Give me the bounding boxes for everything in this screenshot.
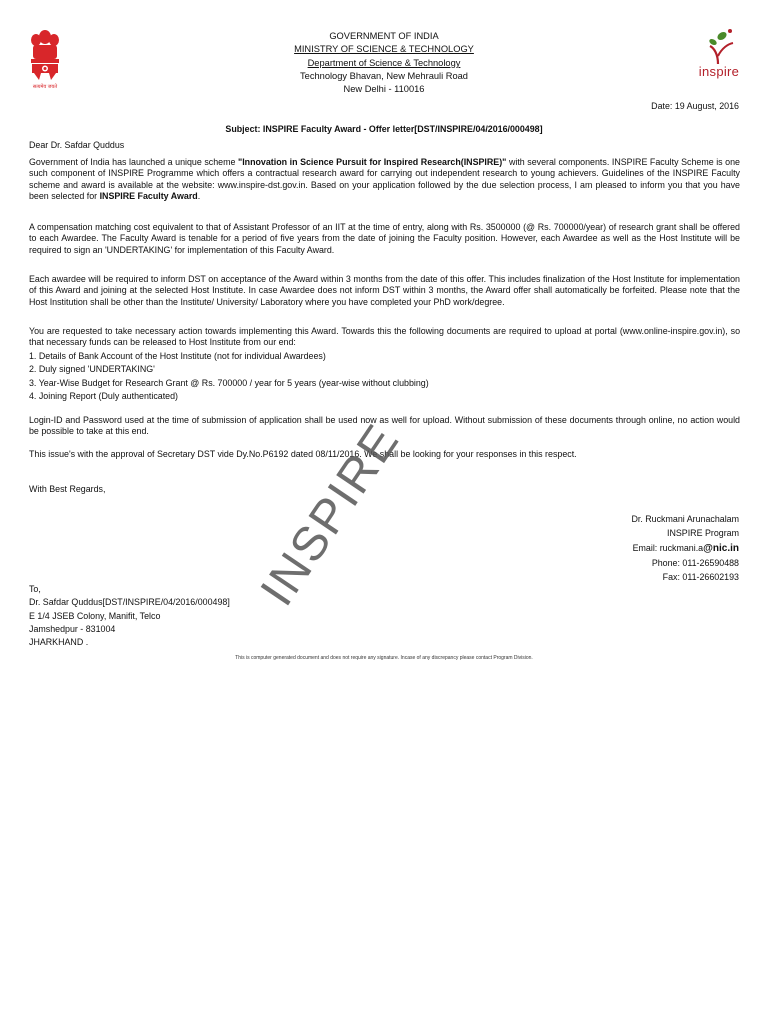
salutation: Dear Dr. Safdar Quddus xyxy=(29,140,125,150)
header-government: GOVERNMENT OF INDIA xyxy=(329,31,439,41)
recipient-address-1: E 1/4 JSEB Colony, Manifit, Telco xyxy=(29,610,161,621)
emblem-motto: सत्यमेव जयते xyxy=(32,84,58,90)
signatory-fax: Fax: 011-26602193 xyxy=(662,572,739,583)
footnote: This is computer generated document and does not require any signature. Incase of any discrepancy please contact Program Division. xyxy=(235,655,533,661)
recipient-address-2: Jamshedpur - 831004 xyxy=(29,623,116,634)
signatory-program: INSPIRE Program xyxy=(666,528,739,539)
closing: With Best Regards, xyxy=(29,484,106,494)
signatory-block xyxy=(631,513,739,583)
letter-date: Date: 19 August, 2016 xyxy=(651,101,739,111)
signatory-email: Email: ruckmani.a@nic.in xyxy=(632,542,739,554)
intro-text-c: with several components. INSPIRE Faculty Scheme is one such component of INSPIRE Programme which offers a contractual research award for carrying out independent research to young achievers. Guidelines of the INSPIRE Faculty scheme and award is available at the website: www.inspire-dst.gov.in. Based on your application followed by the due selection process, I am pleased to inform you that you have been selected for xyxy=(29,157,740,201)
header-address: Technology Bhavan, New Mehrauli Road xyxy=(300,71,468,81)
signatory-phone: Phone: 011-26590488 xyxy=(651,557,739,568)
recipient-name: Dr. Safdar Quddus[DST/INSPIRE/04/2016/000498] xyxy=(29,597,230,608)
letter-subject: Subject: INSPIRE Faculty Award - Offer letter[DST/INSPIRE/04/2016/000498] xyxy=(225,124,543,134)
inspire-logo-icon xyxy=(700,26,740,66)
recipient-address-3: JHARKHAND . xyxy=(29,637,89,648)
intro-text-e: . xyxy=(197,190,201,201)
inspire-logo-text: inspire xyxy=(698,64,740,79)
list-item: 1. Details of Bank Account of the Host Institute (not for individual Awardees) xyxy=(29,351,326,361)
header-department: Department of Science & Technology xyxy=(307,58,461,68)
intro-text-a: Government of India has launched a unique scheme xyxy=(29,157,238,167)
intro-scheme-name: "Innovation in Science Pursuit for Inspired Research(INSPIRE)" xyxy=(237,157,507,167)
paragraph-approval: This issue's with the approval of Secretary DST vide Dy.No.P6192 dated 08/11/2016. We shall be looking for your responses in this respect. xyxy=(29,449,577,459)
paragraph-login: Login-ID and Password used at the time of submission of application shall be used now as well for upload. Without submission of these documents through online, no action would be possible to take at this end. xyxy=(29,415,740,437)
documents-list xyxy=(29,351,740,402)
recipient-block xyxy=(29,584,230,648)
recipient-to: To, xyxy=(29,584,41,594)
paragraph-compensation: A compensation matching cost equivalent to that of Assistant Professor of an IIT at the time of entry, along with Rs. 3500000 (@ Rs. 700000/year) of research grant shall be offered to each Awardee. The Faculty Award is tenable for a period of five years from the date of joining the Faculty position. However, each Awardee as well as the Host Institute will be required to sign an 'UNDERTAKING' for implementation of this Faculty Award. xyxy=(29,222,740,255)
inspire-watermark: INSPIRE xyxy=(250,414,410,616)
national-emblem-icon xyxy=(28,28,62,90)
list-item: 2. Duly signed 'UNDERTAKING' xyxy=(29,364,155,375)
intro-award-name: INSPIRE Faculty Award xyxy=(99,190,198,201)
list-item: 3. Year-Wise Budget for Research Grant @ Rs. 700000 / year for 5 years (year-wise without clubbing) xyxy=(29,377,429,388)
header-ministry: MINISTRY OF SCIENCE & TECHNOLOGY xyxy=(294,44,474,54)
paragraph-documents: You are requested to take necessary action towards implementing this Award. Towards this the following documents are required to upload at portal (www.online-inspire.gov.in), so that necessary funds can be released to Host Institute from our end: xyxy=(29,326,740,348)
signatory-name: Dr. Ruckmani Arunachalam xyxy=(631,514,739,524)
list-item: 4. Joining Report (Duly authenticated) xyxy=(29,390,178,401)
paragraph-acceptance: Each awardee will be required to inform DST on acceptance of the Award within 3 months from the date of this offer. This includes finalization of the Host Institute for implementation of this Award and joining at the selected Host Institute. In case Awardee does not inform DST within 3 months, the Award offer shall automatically be forfeited. Please note that the Host Institution shall be other than the Institute/ University/ Laboratory where you have completed your PhD work/degree. xyxy=(29,274,740,307)
paragraph-intro xyxy=(29,157,740,202)
header-city: New Delhi - 110016 xyxy=(343,84,425,94)
